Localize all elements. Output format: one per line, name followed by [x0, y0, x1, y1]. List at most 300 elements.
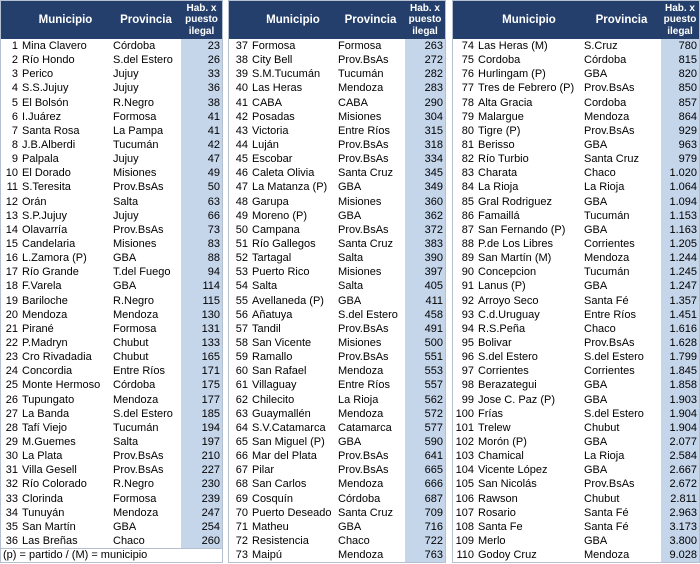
row-number: 11 [6, 181, 18, 194]
provincia-cell: GBA [113, 280, 137, 293]
hab-cell: 1.904 [661, 421, 699, 435]
row-number: 25 [5, 379, 18, 392]
provincia-cell: Mendoza [584, 252, 630, 265]
table-row [1, 336, 222, 350]
row-number: 39 [235, 68, 248, 81]
row-number: 8 [11, 138, 18, 151]
provincia-cell: Prov.BsAs [338, 223, 389, 236]
municipio-cell: Bolivar [478, 336, 512, 349]
table-row [453, 166, 699, 180]
row-number: 68 [235, 478, 248, 491]
row-number: 36 [5, 534, 18, 547]
row-number: 47 [235, 181, 248, 194]
provincia-cell: GBA [338, 181, 362, 194]
table-row [453, 138, 699, 152]
table-row [1, 223, 222, 237]
municipio-cell: Corrientes [478, 365, 529, 378]
row-number: 103 [455, 450, 474, 463]
provincia-cell: Santa Fé [584, 520, 629, 533]
hab-cell: 9.028 [661, 548, 699, 562]
table-row [453, 96, 699, 110]
municipio-cell: Bariloche [22, 294, 68, 307]
hab-cell: 239 [181, 492, 222, 506]
hab-cell: 290 [405, 96, 445, 110]
municipio-cell: Olavarría [22, 223, 68, 236]
municipio-cell: Puerto Deseado [252, 506, 332, 519]
hab-cell: 175 [181, 378, 222, 392]
provincia-cell: Tucumán [584, 266, 630, 279]
hab-cell: 963 [661, 138, 699, 152]
municipio-cell: Famaillá [478, 209, 520, 222]
table-row [229, 110, 445, 124]
provincia-cell: Misiones [338, 110, 382, 123]
table-row [229, 124, 445, 138]
row-number: 91 [461, 280, 474, 293]
municipio-cell: Villaguay [252, 379, 297, 392]
provincia-cell: Corrientes [584, 237, 635, 250]
municipio-cell: San Fernando (P) [478, 223, 566, 236]
table-row [453, 251, 699, 265]
table-row [1, 378, 222, 392]
provincia-cell: Entre Ríos [338, 124, 390, 137]
provincia-cell: Santa Cruz [338, 506, 394, 519]
table-row [229, 265, 445, 279]
provincia-cell: S.Cruz [584, 40, 618, 52]
municipio-cell: Tupungato [22, 393, 75, 406]
municipio-cell: Chamical [478, 450, 524, 463]
row-number: 89 [461, 252, 474, 265]
table-row [1, 166, 222, 180]
provincia-cell: Misiones [338, 336, 382, 349]
table-panel-2 [228, 0, 446, 563]
row-number: 58 [235, 336, 248, 349]
municipio-cell: Tafí Viejo [22, 421, 68, 434]
hab-cell: 372 [405, 223, 445, 237]
municipio-cell: Lanus (P) [478, 280, 526, 293]
table-row [229, 477, 445, 491]
municipio-cell: Villa Gesell [22, 464, 77, 477]
table-row [1, 39, 222, 53]
table-row [229, 520, 445, 534]
table-row [1, 53, 222, 67]
table-row [1, 294, 222, 308]
table-row [453, 223, 699, 237]
table-row [453, 81, 699, 95]
municipio-cell: Mar del Plata [252, 450, 317, 463]
hab-cell: 42 [181, 138, 222, 152]
provincia-cell: Santa Fé [584, 506, 629, 519]
provincia-cell: La Rioja [584, 450, 625, 463]
row-number: 54 [235, 280, 248, 293]
municipio-cell: Río Gallegos [252, 237, 316, 250]
provincia-cell: Chaco [338, 534, 370, 547]
municipio-cell: Luján [252, 138, 279, 151]
table-row [229, 336, 445, 350]
provincia-cell: Chubut [584, 492, 620, 505]
table-row [453, 209, 699, 223]
row-number: 94 [461, 322, 474, 335]
table-row [1, 180, 222, 194]
header-hab-per-illegal-post: Hab. x puesto ilegal [408, 2, 442, 37]
provincia-cell: Misiones [113, 237, 157, 250]
row-number: 44 [235, 138, 248, 151]
table-row [1, 265, 222, 279]
hab-cell: 1.858 [661, 378, 699, 392]
row-number: 55 [235, 294, 248, 307]
row-number: 56 [235, 308, 248, 321]
municipio-cell: Palpala [22, 153, 59, 166]
municipio-cell: Avellaneda (P) [252, 294, 324, 307]
municipio-cell: Pilar [252, 464, 275, 477]
provincia-cell: R.Negro [113, 96, 154, 109]
hab-cell: 171 [181, 364, 222, 378]
row-number: 81 [461, 138, 474, 151]
municipio-cell: Frías [478, 407, 504, 420]
hab-cell: 33 [181, 67, 222, 81]
table-panel-1 [0, 0, 223, 563]
row-number: 70 [235, 506, 248, 519]
row-number: 98 [461, 379, 474, 392]
row-number: 61 [235, 379, 248, 392]
row-number: 62 [235, 393, 248, 406]
hab-cell: 26 [181, 53, 222, 67]
municipio-cell: Berazategui [478, 379, 537, 392]
municipio-cell: El Dorado [22, 167, 71, 180]
hab-cell: 345 [405, 166, 445, 180]
provincia-cell: Misiones [113, 167, 157, 180]
provincia-cell: CABA [338, 96, 368, 109]
municipio-cell: Jose C. Paz (P) [478, 393, 556, 406]
provincia-cell: Mendoza [338, 365, 384, 378]
table-row [453, 477, 699, 491]
hab-cell: 850 [661, 81, 699, 95]
municipio-cell: La Matanza (P) [252, 181, 328, 194]
provincia-cell: Formosa [113, 322, 157, 335]
hab-cell: 88 [181, 251, 222, 265]
hab-cell: 38 [181, 96, 222, 110]
provincia-cell: Jujuy [113, 153, 139, 166]
header-row-number [1, 1, 20, 39]
hab-cell: 2.963 [661, 506, 699, 520]
provincia-cell: GBA [584, 68, 608, 81]
table-row [229, 138, 445, 152]
provincia-cell: Misiones [338, 266, 382, 279]
provincia-cell: R.Negro [113, 294, 154, 307]
row-number: 72 [235, 534, 248, 547]
table-row [229, 53, 445, 67]
row-number: 1 [11, 40, 18, 52]
row-number: 2 [11, 54, 18, 67]
municipio-cell: Concordia [22, 365, 73, 378]
table-row [229, 350, 445, 364]
table-row [453, 407, 699, 421]
table-row [453, 294, 699, 308]
row-number: 108 [455, 520, 474, 533]
table-row [453, 336, 699, 350]
header-municipio: Municipio [266, 14, 320, 26]
row-number: 78 [461, 96, 474, 109]
hab-cell: 390 [405, 251, 445, 265]
table-row [453, 463, 699, 477]
row-number: 82 [461, 153, 474, 166]
provincia-cell: Mendoza [338, 549, 384, 562]
hab-cell: 360 [405, 195, 445, 209]
table-row [1, 81, 222, 95]
table-row [1, 393, 222, 407]
hab-cell: 857 [661, 96, 699, 110]
hab-cell: 1.628 [661, 336, 699, 350]
provincia-cell: Córdoba [113, 379, 156, 392]
table-row [453, 492, 699, 506]
hab-cell: 1.845 [661, 364, 699, 378]
provincia-cell: Entre Ríos [113, 365, 165, 378]
hab-cell: 334 [405, 152, 445, 166]
table-row [453, 548, 699, 562]
provincia-cell: Prov.BsAs [584, 336, 635, 349]
hab-cell: 3.800 [661, 534, 699, 548]
table-row [229, 166, 445, 180]
table-row [453, 364, 699, 378]
table-row [1, 322, 222, 336]
row-number: 109 [455, 534, 474, 547]
row-number: 85 [461, 195, 474, 208]
table-row [453, 110, 699, 124]
municipio-cell: Cordoba [478, 54, 521, 67]
row-number: 14 [5, 223, 18, 236]
provincia-cell: Córdoba [584, 54, 627, 67]
provincia-cell: Prov.BsAs [113, 464, 164, 477]
table-row [229, 223, 445, 237]
municipio-cell: Moreno (P) [252, 209, 308, 222]
provincia-cell: La Rioja [584, 181, 625, 194]
table-row [453, 39, 699, 53]
table-row [229, 435, 445, 449]
municipio-cell: La Rioja [478, 181, 519, 194]
hab-cell: 304 [405, 110, 445, 124]
row-number: 23 [5, 351, 18, 364]
table-row [453, 237, 699, 251]
row-number: 41 [235, 96, 248, 109]
table-row [453, 322, 699, 336]
municipio-cell: Las Breñas [22, 534, 78, 547]
hab-cell: 115 [181, 294, 222, 308]
municipio-cell: CABA [252, 96, 282, 109]
row-number: 26 [5, 393, 18, 406]
provincia-cell: Prov.BsAs [338, 450, 389, 463]
hab-cell: 66 [181, 209, 222, 223]
provincia-cell: Jujuy [113, 68, 139, 81]
provincia-cell: Chaco [113, 534, 145, 547]
table-row [453, 449, 699, 463]
header-hab-per-illegal-post: Hab. x puesto ilegal [663, 2, 697, 37]
hab-cell: 2.811 [661, 492, 699, 506]
hab-cell: 1.163 [661, 223, 699, 237]
table-row [453, 308, 699, 322]
provincia-cell: S.del Estero [584, 407, 644, 420]
row-number: 101 [455, 421, 474, 434]
provincia-cell: GBA [584, 534, 608, 547]
hab-cell: 397 [405, 265, 445, 279]
provincia-cell: Tucumán [584, 209, 630, 222]
table-row [1, 152, 222, 166]
municipio-cell: Godoy Cruz [478, 549, 537, 562]
table-body [453, 39, 699, 562]
hab-cell: 1.451 [661, 308, 699, 322]
table-row [453, 506, 699, 520]
municipio-cell: Trelew [478, 421, 511, 434]
row-number: 4 [11, 82, 18, 95]
provincia-cell: Prov.BsAs [113, 223, 164, 236]
table-row [453, 180, 699, 194]
hab-cell: 1.903 [661, 393, 699, 407]
hab-cell: 210 [181, 449, 222, 463]
municipio-cell: S.V.Catamarca [252, 421, 326, 434]
row-number: 32 [5, 478, 18, 491]
row-number: 107 [455, 506, 474, 519]
municipio-cell: Monte Hermoso [22, 379, 101, 392]
municipio-cell: Malargue [478, 110, 524, 123]
municipio-cell: La Plata [22, 450, 63, 463]
municipio-cell: Rawson [478, 492, 518, 505]
hab-cell: 63 [181, 195, 222, 209]
municipio-cell: Concepcion [478, 266, 537, 279]
hab-cell: 23 [181, 39, 222, 53]
table-row [453, 393, 699, 407]
provincia-cell: Formosa [113, 492, 157, 505]
row-number: 59 [235, 351, 248, 364]
row-number: 64 [235, 421, 248, 434]
municipio-cell: C.d.Uruguay [478, 308, 540, 321]
provincia-cell: Santa Cruz [338, 237, 394, 250]
hab-cell: 73 [181, 223, 222, 237]
table-row [229, 251, 445, 265]
municipio-cell: Tunuyán [22, 506, 65, 519]
table-row [453, 520, 699, 534]
provincia-cell: Prov.BsAs [584, 82, 635, 95]
hab-cell: 687 [405, 492, 445, 506]
table-row [229, 39, 445, 53]
provincia-cell: Chubut [113, 351, 149, 364]
header-provincia: Provincia [595, 14, 648, 26]
hab-cell: 283 [405, 81, 445, 95]
provincia-cell: Santa Fé [584, 294, 629, 307]
hab-cell: 2.667 [661, 463, 699, 477]
municipio-cell: Las Heras [252, 82, 303, 95]
provincia-cell: Tucumán [338, 68, 384, 81]
hab-cell: 562 [405, 393, 445, 407]
table-row [1, 435, 222, 449]
row-number: 74 [461, 40, 474, 52]
hab-cell: 553 [405, 364, 445, 378]
municipio-cell: Berisso [478, 138, 515, 151]
row-number: 99 [461, 393, 474, 406]
table-row [1, 449, 222, 463]
table-row [1, 110, 222, 124]
provincia-cell: GBA [584, 280, 608, 293]
provincia-cell: Jujuy [113, 82, 139, 95]
row-number: 37 [235, 40, 248, 52]
municipio-cell: S.M.Tucumán [252, 68, 321, 81]
provincia-cell: Prov.BsAs [338, 322, 389, 335]
municipio-cell: Añatuya [252, 308, 293, 321]
municipio-cell: Clorinda [22, 492, 63, 505]
provincia-cell: GBA [584, 379, 608, 392]
municipio-cell: Puerto Rico [252, 266, 310, 279]
table-row [1, 350, 222, 364]
provincia-cell: La Pampa [113, 124, 164, 137]
provincia-cell: GBA [584, 435, 608, 448]
table-row [1, 534, 222, 548]
table-row [453, 421, 699, 435]
hab-cell: 864 [661, 110, 699, 124]
hab-cell: 247 [181, 506, 222, 520]
hab-cell: 41 [181, 124, 222, 138]
municipio-cell: L.Zamora (P) [22, 252, 87, 265]
municipio-cell: Victoria [252, 124, 289, 137]
row-number: 30 [5, 450, 18, 463]
municipio-cell: J.B.Alberdi [22, 138, 76, 151]
provincia-cell: Chaco [584, 322, 616, 335]
hab-cell: 1.904 [661, 407, 699, 421]
hab-cell: 1.064 [661, 180, 699, 194]
municipio-cell: Alta Gracia [478, 96, 533, 109]
table-row [453, 67, 699, 81]
municipio-cell: San Martín (M) [478, 252, 552, 265]
hab-cell: 318 [405, 138, 445, 152]
row-number: 110 [456, 549, 474, 562]
table-row [1, 364, 222, 378]
hab-cell: 349 [405, 180, 445, 194]
table-row [229, 152, 445, 166]
provincia-cell: Tucumán [113, 138, 159, 151]
provincia-cell: Chaco [584, 167, 616, 180]
row-number: 18 [5, 280, 18, 293]
provincia-cell: Entre Ríos [338, 379, 390, 392]
provincia-cell: S.del Estero [113, 407, 173, 420]
row-number: 50 [235, 223, 248, 236]
provincia-cell: Chubut [584, 421, 620, 434]
provincia-cell: Mendoza [584, 110, 630, 123]
provincia-cell: GBA [584, 195, 608, 208]
municipio-cell: Río Turbio [478, 153, 529, 166]
hab-cell: 551 [405, 350, 445, 364]
row-number: 51 [235, 237, 248, 250]
hab-cell: 572 [405, 407, 445, 421]
provincia-cell: R.Negro [113, 478, 154, 491]
row-number: 52 [235, 252, 248, 265]
municipio-cell: Hurlingam (P) [478, 68, 546, 81]
table-row [1, 237, 222, 251]
header-provincia: Provincia [344, 14, 397, 26]
row-number: 97 [461, 365, 474, 378]
header-hab-per-illegal-post: Hab. x puesto ilegal [185, 2, 218, 37]
row-number: 71 [235, 520, 248, 533]
table-row [453, 265, 699, 279]
row-number: 27 [5, 407, 18, 420]
table-row [1, 421, 222, 435]
row-number: 31 [5, 464, 18, 477]
hab-cell: 177 [181, 393, 222, 407]
municipio-cell: Pirané [22, 322, 54, 335]
provincia-cell: GBA [113, 520, 137, 533]
table-row [1, 124, 222, 138]
table-row [229, 449, 445, 463]
hab-cell: 1.153 [661, 209, 699, 223]
provincia-cell: S.del Estero [584, 351, 644, 364]
table-row [453, 152, 699, 166]
municipio-cell: Vicente López [478, 464, 548, 477]
provincia-cell: Salta [113, 435, 139, 448]
